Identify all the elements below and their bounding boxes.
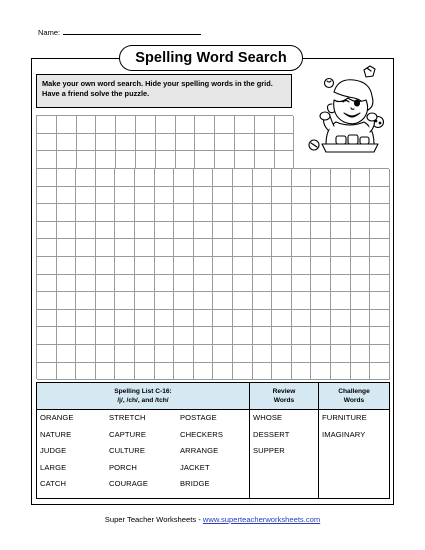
grid-cell[interactable] xyxy=(331,310,351,328)
grid-cell[interactable] xyxy=(57,327,77,345)
grid-cell[interactable] xyxy=(370,169,390,187)
grid-cell[interactable] xyxy=(311,187,331,205)
grid-cell[interactable] xyxy=(76,292,96,310)
grid-cell[interactable] xyxy=(311,292,331,310)
grid-cell[interactable] xyxy=(176,116,196,134)
grid-cell[interactable] xyxy=(176,134,196,152)
grid-cell[interactable] xyxy=(76,310,96,328)
grid-cell[interactable] xyxy=(155,292,175,310)
grid-cell[interactable] xyxy=(311,310,331,328)
grid-cell[interactable] xyxy=(76,187,96,205)
grid-cell[interactable] xyxy=(155,363,175,381)
grid-cell[interactable] xyxy=(292,222,312,240)
spelling-word: STRETCH xyxy=(109,413,146,422)
grid-cell[interactable] xyxy=(233,169,253,187)
grid-cell[interactable] xyxy=(194,222,214,240)
spelling-word-table xyxy=(36,382,390,499)
grid-cell[interactable] xyxy=(115,169,135,187)
grid-cell[interactable] xyxy=(213,327,233,345)
grid-cell[interactable] xyxy=(77,151,97,169)
grid-cell[interactable] xyxy=(96,257,116,275)
grid-cell[interactable] xyxy=(253,327,273,345)
grid-cell[interactable] xyxy=(195,116,215,134)
grid-cell[interactable] xyxy=(253,187,273,205)
word-search-grid[interactable] xyxy=(36,168,389,379)
grid-cell[interactable] xyxy=(292,345,312,363)
grid-cell[interactable] xyxy=(253,222,273,240)
grid-cell[interactable] xyxy=(96,363,116,381)
grid-cell[interactable] xyxy=(155,222,175,240)
spelling-word: IMAGINARY xyxy=(322,429,366,439)
grid-cell[interactable] xyxy=(194,345,214,363)
grid-cell[interactable] xyxy=(272,222,292,240)
grid-cell[interactable] xyxy=(57,257,77,275)
grid-cell[interactable] xyxy=(272,204,292,222)
grid-cell[interactable] xyxy=(174,345,194,363)
grid-cell[interactable] xyxy=(115,257,135,275)
girl-juggling-illustration xyxy=(298,60,388,164)
grid-cell[interactable] xyxy=(194,310,214,328)
grid-cell[interactable] xyxy=(116,151,136,169)
grid-cell[interactable] xyxy=(331,345,351,363)
grid-cell[interactable] xyxy=(115,275,135,293)
spelling-word: COURAGE xyxy=(109,479,149,488)
grid-cell[interactable] xyxy=(331,257,351,275)
grid-cell[interactable] xyxy=(292,363,312,381)
grid-cell[interactable] xyxy=(155,345,175,363)
grid-cell[interactable] xyxy=(233,345,253,363)
grid-cell[interactable] xyxy=(272,363,292,381)
grid-cell[interactable] xyxy=(311,169,331,187)
grid-cell[interactable] xyxy=(351,275,371,293)
grid-cell[interactable] xyxy=(213,169,233,187)
grid-cell[interactable] xyxy=(174,187,194,205)
grid-cell[interactable] xyxy=(76,345,96,363)
instructions-box: Make your own word search. Hide your spelling words in the grid. Have a friend solve the puzzle. xyxy=(36,74,292,108)
grid-cell[interactable] xyxy=(194,239,214,257)
grid-cell[interactable] xyxy=(135,327,155,345)
worksheet-title: Spelling Word Search xyxy=(119,45,303,71)
grid-cell[interactable] xyxy=(155,239,175,257)
grid-cell[interactable] xyxy=(272,257,292,275)
grid-cell[interactable] xyxy=(370,222,390,240)
grid-cell[interactable] xyxy=(351,310,371,328)
grid-cell[interactable] xyxy=(275,151,295,169)
grid-cell[interactable] xyxy=(351,239,371,257)
grid-cell[interactable] xyxy=(253,169,273,187)
table-divider xyxy=(249,383,250,498)
grid-cell[interactable] xyxy=(213,345,233,363)
grid-cell[interactable] xyxy=(351,169,371,187)
grid-cell[interactable] xyxy=(76,275,96,293)
grid-cell[interactable] xyxy=(194,204,214,222)
grid-cell[interactable] xyxy=(292,310,312,328)
grid-cell[interactable] xyxy=(233,257,253,275)
grid-cell[interactable] xyxy=(194,363,214,381)
grid-cell[interactable] xyxy=(253,204,273,222)
grid-cell[interactable] xyxy=(76,363,96,381)
grid-cell[interactable] xyxy=(272,239,292,257)
grid-cell[interactable] xyxy=(215,151,235,169)
grid-cell[interactable] xyxy=(292,257,312,275)
grid-cell[interactable] xyxy=(233,204,253,222)
grid-cell[interactable] xyxy=(135,222,155,240)
grid-cell[interactable] xyxy=(370,310,390,328)
grid-cell[interactable] xyxy=(37,116,57,134)
grid-cell[interactable] xyxy=(156,134,176,152)
grid-cell[interactable] xyxy=(194,187,214,205)
word-table-header xyxy=(37,383,389,410)
grid-cell[interactable] xyxy=(331,169,351,187)
grid-cell[interactable] xyxy=(272,275,292,293)
grid-cell[interactable] xyxy=(76,239,96,257)
grid-cell[interactable] xyxy=(155,169,175,187)
grid-cell[interactable] xyxy=(215,134,235,152)
grid-cell[interactable] xyxy=(76,327,96,345)
grid-cell[interactable] xyxy=(174,204,194,222)
grid-cell[interactable] xyxy=(370,327,390,345)
grid-cell[interactable] xyxy=(96,116,116,134)
grid-cell[interactable] xyxy=(351,187,371,205)
grid-cell[interactable] xyxy=(233,275,253,293)
grid-cell[interactable] xyxy=(57,222,77,240)
grid-cell[interactable] xyxy=(37,204,57,222)
grid-cell[interactable] xyxy=(213,363,233,381)
grid-cell[interactable] xyxy=(233,363,253,381)
grid-cell[interactable] xyxy=(77,134,97,152)
grid-cell[interactable] xyxy=(135,345,155,363)
grid-cell[interactable] xyxy=(233,239,253,257)
grid-cell[interactable] xyxy=(174,275,194,293)
grid-cell[interactable] xyxy=(96,327,116,345)
grid-cell[interactable] xyxy=(195,134,215,152)
name-field-row xyxy=(38,28,201,37)
spelling-word: BRIDGE xyxy=(180,479,210,488)
grid-cell[interactable] xyxy=(96,169,116,187)
header-spelling-list: Spelling List C-16: /j/, /ch/, and /tch/ xyxy=(114,388,172,404)
grid-cell[interactable] xyxy=(292,239,312,257)
name-line[interactable] xyxy=(63,28,201,35)
name-label: Name: xyxy=(38,28,61,37)
grid-cell[interactable] xyxy=(292,169,312,187)
grid-cell[interactable] xyxy=(174,239,194,257)
grid-cell[interactable] xyxy=(370,292,390,310)
grid-cell[interactable] xyxy=(57,134,77,152)
grid-cell[interactable] xyxy=(174,327,194,345)
grid-cell[interactable] xyxy=(76,204,96,222)
grid-cell[interactable] xyxy=(213,310,233,328)
footer-link[interactable]: www.superteacherworksheets.com xyxy=(202,515,321,524)
grid-cell[interactable] xyxy=(37,151,57,169)
grid-cell[interactable] xyxy=(57,204,77,222)
grid-cell[interactable] xyxy=(155,204,175,222)
grid-cell[interactable] xyxy=(155,310,175,328)
grid-cell[interactable] xyxy=(272,327,292,345)
grid-cell[interactable] xyxy=(235,151,255,169)
grid-cell[interactable] xyxy=(174,292,194,310)
grid-cell[interactable] xyxy=(370,204,390,222)
grid-cell[interactable] xyxy=(37,187,57,205)
grid-cell[interactable] xyxy=(135,204,155,222)
grid-cell[interactable] xyxy=(253,275,273,293)
grid-cell[interactable] xyxy=(115,310,135,328)
spelling-word: LARGE xyxy=(40,462,67,472)
grid-cell[interactable] xyxy=(135,275,155,293)
grid-cell[interactable] xyxy=(253,310,273,328)
grid-cell[interactable] xyxy=(194,275,214,293)
grid-cell[interactable] xyxy=(213,204,233,222)
grid-cell[interactable] xyxy=(37,310,57,328)
grid-cell[interactable] xyxy=(57,310,77,328)
spelling-word: CAPTURE xyxy=(109,429,146,439)
grid-cell[interactable] xyxy=(77,116,97,134)
grid-cell[interactable] xyxy=(272,292,292,310)
grid-cell[interactable] xyxy=(292,275,312,293)
grid-cell[interactable] xyxy=(135,187,155,205)
grid-cell[interactable] xyxy=(253,292,273,310)
grid-cell[interactable] xyxy=(115,239,135,257)
grid-cell[interactable] xyxy=(233,310,253,328)
grid-cell[interactable] xyxy=(351,204,371,222)
grid-cell[interactable] xyxy=(57,239,77,257)
grid-cell[interactable] xyxy=(351,327,371,345)
grid-cell[interactable] xyxy=(331,292,351,310)
grid-cell[interactable] xyxy=(115,363,135,381)
footer xyxy=(0,515,425,524)
grid-cell[interactable] xyxy=(96,204,116,222)
grid-cell[interactable] xyxy=(292,327,312,345)
grid-cell[interactable] xyxy=(96,345,116,363)
grid-cell[interactable] xyxy=(311,345,331,363)
grid-cell[interactable] xyxy=(96,134,116,152)
grid-cell[interactable] xyxy=(311,327,331,345)
grid-cell[interactable] xyxy=(57,169,77,187)
grid-cell[interactable] xyxy=(253,345,273,363)
grid-cell[interactable] xyxy=(37,257,57,275)
spelling-word: SUPPER xyxy=(253,446,285,455)
grid-cell[interactable] xyxy=(57,187,77,205)
grid-cell[interactable] xyxy=(351,363,371,381)
grid-cell[interactable] xyxy=(351,292,371,310)
grid-cell[interactable] xyxy=(351,257,371,275)
grid-cell[interactable] xyxy=(331,222,351,240)
grid-cell[interactable] xyxy=(272,169,292,187)
grid-cell[interactable] xyxy=(135,257,155,275)
grid-cell[interactable] xyxy=(215,116,235,134)
grid-cell[interactable] xyxy=(235,116,255,134)
spelling-word: JACKET xyxy=(180,462,210,472)
grid-cell[interactable] xyxy=(96,292,116,310)
grid-cell[interactable] xyxy=(135,169,155,187)
grid-cell[interactable] xyxy=(76,222,96,240)
grid-cell[interactable] xyxy=(213,187,233,205)
grid-cell[interactable] xyxy=(96,222,116,240)
grid-cell[interactable] xyxy=(253,239,273,257)
grid-cell[interactable] xyxy=(96,275,116,293)
grid-cell[interactable] xyxy=(331,327,351,345)
grid-cell[interactable] xyxy=(57,292,77,310)
spelling-word: ARRANGE xyxy=(180,446,219,455)
grid-cell[interactable] xyxy=(292,292,312,310)
grid-cell[interactable] xyxy=(174,363,194,381)
grid-cell[interactable] xyxy=(174,222,194,240)
footer-text: Super Teacher Worksheets - xyxy=(104,515,203,524)
grid-cell[interactable] xyxy=(272,310,292,328)
grid-cell[interactable] xyxy=(370,257,390,275)
grid-cell[interactable] xyxy=(331,275,351,293)
spelling-word: PORCH xyxy=(109,462,137,472)
grid-cell[interactable] xyxy=(156,116,176,134)
grid-cell[interactable] xyxy=(116,134,136,152)
grid-cell[interactable] xyxy=(311,204,331,222)
grid-cell[interactable] xyxy=(255,116,275,134)
grid-cell[interactable] xyxy=(37,222,57,240)
grid-cell[interactable] xyxy=(37,169,57,187)
word-search-grid-top[interactable] xyxy=(36,115,293,168)
grid-cell[interactable] xyxy=(155,187,175,205)
grid-cell[interactable] xyxy=(213,292,233,310)
grid-cell[interactable] xyxy=(135,310,155,328)
grid-cell[interactable] xyxy=(37,363,57,381)
spelling-word: DESSERT xyxy=(253,429,290,439)
grid-cell[interactable] xyxy=(370,239,390,257)
grid-cell[interactable] xyxy=(57,151,77,169)
grid-cell[interactable] xyxy=(136,116,156,134)
grid-cell[interactable] xyxy=(136,151,156,169)
grid-cell[interactable] xyxy=(57,345,77,363)
grid-cell[interactable] xyxy=(155,257,175,275)
grid-cell[interactable] xyxy=(194,257,214,275)
grid-cell[interactable] xyxy=(213,239,233,257)
grid-cell[interactable] xyxy=(255,134,275,152)
header-review-words: Review Words xyxy=(272,388,296,404)
grid-cell[interactable] xyxy=(96,310,116,328)
grid-cell[interactable] xyxy=(233,187,253,205)
grid-cell[interactable] xyxy=(37,134,57,152)
grid-cell[interactable] xyxy=(76,169,96,187)
grid-cell[interactable] xyxy=(115,187,135,205)
grid-cell[interactable] xyxy=(115,204,135,222)
grid-cell[interactable] xyxy=(233,327,253,345)
grid-cell[interactable] xyxy=(331,187,351,205)
spelling-word: CULTURE xyxy=(109,446,145,455)
grid-cell[interactable] xyxy=(275,134,295,152)
grid-cell[interactable] xyxy=(233,222,253,240)
grid-cell[interactable] xyxy=(370,363,390,381)
grid-cell[interactable] xyxy=(311,275,331,293)
grid-cell[interactable] xyxy=(176,151,196,169)
grid-cell[interactable] xyxy=(156,151,176,169)
grid-cell[interactable] xyxy=(174,310,194,328)
grid-cell[interactable] xyxy=(311,222,331,240)
grid-cell[interactable] xyxy=(370,187,390,205)
spelling-word: ORANGE xyxy=(40,413,74,422)
grid-cell[interactable] xyxy=(115,327,135,345)
grid-cell[interactable] xyxy=(272,345,292,363)
grid-cell[interactable] xyxy=(331,239,351,257)
header-challenge-words: Challenge Words xyxy=(338,388,370,404)
grid-cell[interactable] xyxy=(135,363,155,381)
grid-cell[interactable] xyxy=(331,204,351,222)
grid-cell[interactable] xyxy=(351,345,371,363)
spelling-word: NATURE xyxy=(40,429,72,439)
grid-cell[interactable] xyxy=(194,327,214,345)
grid-cell[interactable] xyxy=(213,257,233,275)
grid-cell[interactable] xyxy=(57,363,77,381)
grid-cell[interactable] xyxy=(57,275,77,293)
grid-cell[interactable] xyxy=(155,275,175,293)
spelling-word: WHOSE xyxy=(253,413,283,422)
grid-cell[interactable] xyxy=(115,222,135,240)
grid-cell[interactable] xyxy=(233,292,253,310)
grid-cell[interactable] xyxy=(311,239,331,257)
table-divider xyxy=(318,383,319,498)
grid-cell[interactable] xyxy=(174,169,194,187)
grid-cell[interactable] xyxy=(311,257,331,275)
grid-cell[interactable] xyxy=(213,275,233,293)
grid-cell[interactable] xyxy=(155,327,175,345)
grid-cell[interactable] xyxy=(96,151,116,169)
grid-cell[interactable] xyxy=(37,345,57,363)
spelling-word: CHECKERS xyxy=(180,429,223,439)
grid-cell[interactable] xyxy=(96,187,116,205)
grid-cell[interactable] xyxy=(292,204,312,222)
grid-cell[interactable] xyxy=(195,151,215,169)
spelling-word: CATCH xyxy=(40,479,67,488)
grid-cell[interactable] xyxy=(331,363,351,381)
grid-cell[interactable] xyxy=(370,345,390,363)
grid-cell[interactable] xyxy=(292,187,312,205)
grid-cell[interactable] xyxy=(115,292,135,310)
grid-cell[interactable] xyxy=(194,169,214,187)
spelling-word: FURNITURE xyxy=(322,413,367,422)
grid-cell[interactable] xyxy=(370,275,390,293)
grid-cell[interactable] xyxy=(37,239,57,257)
grid-cell[interactable] xyxy=(213,222,233,240)
spelling-word: POSTAGE xyxy=(180,413,217,422)
grid-cell[interactable] xyxy=(235,134,255,152)
grid-cell[interactable] xyxy=(116,116,136,134)
grid-cell[interactable] xyxy=(37,292,57,310)
grid-cell[interactable] xyxy=(253,363,273,381)
grid-cell[interactable] xyxy=(253,257,273,275)
grid-cell[interactable] xyxy=(115,345,135,363)
grid-cell[interactable] xyxy=(311,363,331,381)
grid-cell[interactable] xyxy=(135,239,155,257)
grid-cell[interactable] xyxy=(194,292,214,310)
grid-cell[interactable] xyxy=(174,257,194,275)
grid-cell[interactable] xyxy=(272,187,292,205)
grid-cell[interactable] xyxy=(76,257,96,275)
grid-cell[interactable] xyxy=(96,239,116,257)
grid-cell[interactable] xyxy=(255,151,275,169)
spelling-word: JUDGE xyxy=(40,446,67,455)
grid-cell[interactable] xyxy=(57,116,77,134)
grid-cell[interactable] xyxy=(351,222,371,240)
grid-cell[interactable] xyxy=(275,116,295,134)
grid-cell[interactable] xyxy=(136,134,156,152)
grid-cell[interactable] xyxy=(37,327,57,345)
grid-cell[interactable] xyxy=(37,275,57,293)
grid-cell[interactable] xyxy=(135,292,155,310)
